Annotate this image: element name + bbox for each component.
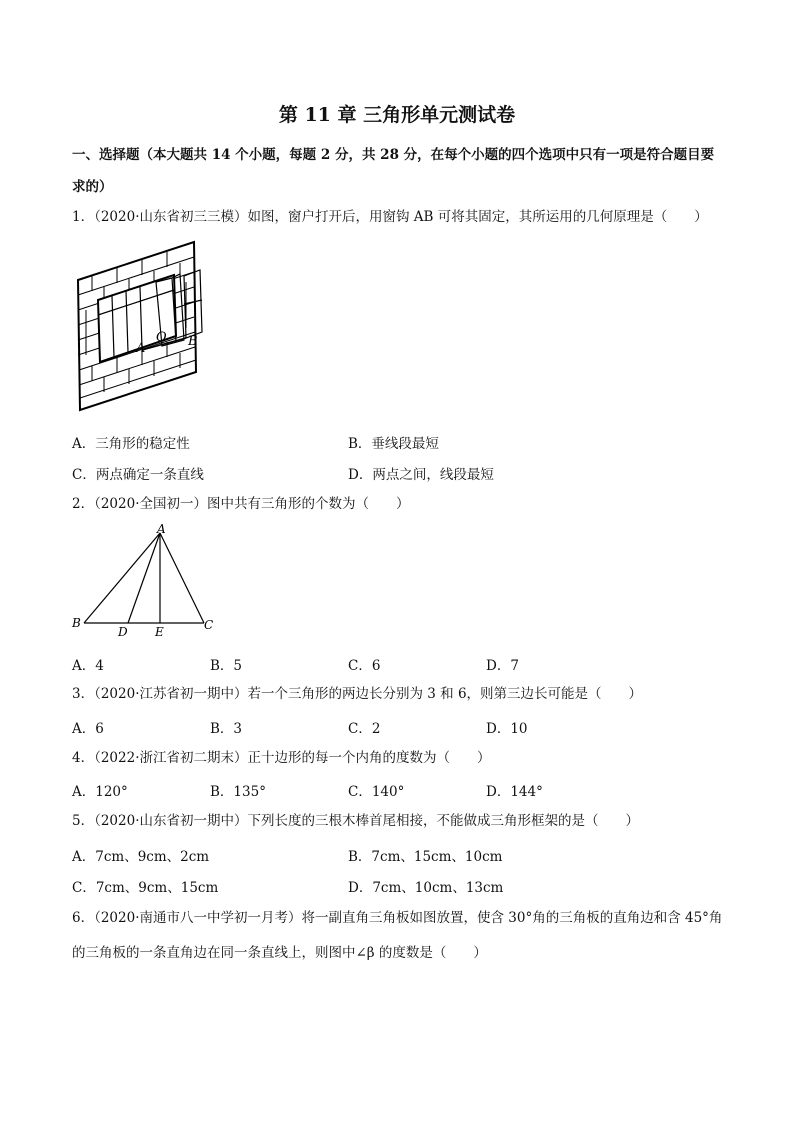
question-6-stem-line2: 的三角板的一条直角边在同一条直线上，则图中∠β 的度数是（ ）: [72, 945, 487, 961]
q4-option-b[interactable]: B．135°: [210, 784, 266, 800]
section-heading-line2: 求的）: [72, 179, 113, 195]
q5-option-b[interactable]: B．7cm、15cm、10cm: [348, 849, 503, 865]
question-6-stem-line1: 6．（2020·南通市八一中学初一月考）将一副直角三角板如图放置，使含 30°角的三角板的直角边和含 45°角: [72, 910, 723, 926]
q2-option-b[interactable]: B．5: [210, 658, 243, 674]
page-title: 第 11 章 三角形单元测试卷: [278, 104, 516, 126]
q3-option-b[interactable]: B．3: [210, 721, 243, 737]
section-heading-line1: 一、选择题（本大题共 14 个小题，每题 2 分，共 28 分，在每个小题的四个选项中只有一项是符合题目要: [72, 147, 715, 163]
q1-option-d[interactable]: D．两点之间，线段最短: [348, 467, 494, 483]
q4-option-d[interactable]: D．144°: [486, 784, 543, 800]
question-3-stem: 3．（2020·江苏省初一期中）若一个三角形的两边长分别为 3 和 6，则第三边长可能是（ ）: [72, 686, 643, 702]
q3-option-a[interactable]: A．6: [72, 721, 104, 737]
label-a: A: [157, 523, 166, 536]
q4-option-c[interactable]: C．140°: [348, 784, 405, 800]
q2-option-d[interactable]: D．7: [486, 658, 519, 674]
question-5-stem: 5．（2020·山东省初一期中）下列长度的三根木棒首尾相接，不能做成三角形框架的是（ ）: [72, 813, 639, 829]
label-o: O: [156, 330, 167, 345]
q3-option-c[interactable]: C．2: [348, 721, 381, 737]
q3-option-d[interactable]: D．10: [486, 721, 528, 737]
q1-option-b[interactable]: B．垂线段最短: [348, 436, 439, 452]
label-e: E: [155, 625, 164, 639]
q5-option-a[interactable]: A．7cm、9cm、2cm: [72, 849, 210, 865]
question-2-stem: 2．（2020·全国初一）图中共有三角形的个数为（ ）: [72, 496, 410, 512]
q2-option-c[interactable]: C．6: [348, 658, 381, 674]
label-a: A: [136, 341, 146, 356]
label-d: D: [118, 625, 128, 639]
question-4-stem: 4．（2022·浙江省初二期末）正十边形的每一个内角的度数为（ ）: [72, 750, 491, 766]
label-c: C: [204, 618, 214, 632]
triangle-figure: [70, 523, 220, 641]
q4-option-a[interactable]: A．120°: [72, 784, 128, 800]
q5-option-d[interactable]: D．7cm、10cm、13cm: [348, 880, 504, 896]
q2-option-a[interactable]: A．4: [72, 658, 104, 674]
label-b: B: [72, 616, 81, 630]
label-b: B: [188, 334, 198, 349]
window-figure: [72, 240, 212, 415]
q5-option-c[interactable]: C．7cm、9cm、15cm: [72, 880, 219, 896]
q1-option-c[interactable]: C．两点确定一条直线: [72, 467, 204, 483]
q1-option-a[interactable]: A．三角形的稳定性: [72, 436, 190, 452]
question-1-stem: 1．（2020·山东省初三三模）如图，窗户打开后，用窗钩 AB 可将其固定，其所运用的几何原理是（ ）: [72, 209, 708, 225]
